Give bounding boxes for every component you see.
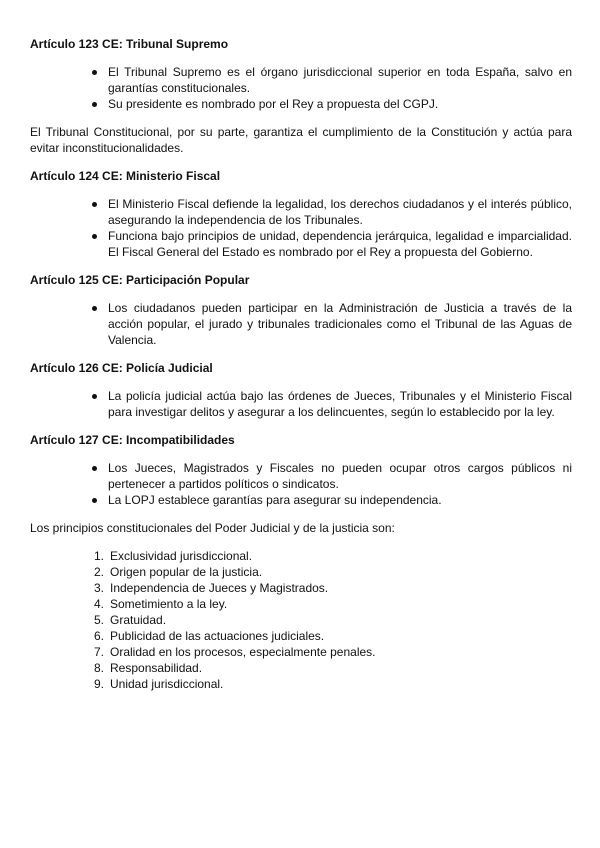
list-number: 9. [93, 677, 104, 691]
list-number: 3. [93, 581, 104, 595]
list-number: 7. [93, 645, 104, 659]
list-item-text: Publicidad de las actuaciones judiciales. [110, 629, 325, 643]
bullet-list [30, 388, 572, 420]
list-item: Los ciudadanos pueden participar en la Administración de Justicia a través de la acción popular, el jurado y tribunales tradicionales como el Tribunal de las Aguas de Valencia. [30, 300, 572, 348]
list-item-text: Origen popular de la justicia. [110, 565, 263, 579]
list-item: El Ministerio Fiscal defiende la legalidad, los derechos ciudadanos y el interés público, asegurando la independencia de los Tribunales. [30, 196, 572, 228]
list-item [30, 644, 572, 660]
section-heading: Artículo 127 CE: Incompatibilidades [30, 433, 235, 447]
list-item-text: Responsabilidad. [110, 661, 203, 675]
list-item [30, 628, 572, 644]
list-item: Los Jueces, Magistrados y Fiscales no pueden ocupar otros cargos públicos ni pertenecer a partidos políticos o sindicatos. [30, 460, 572, 492]
list-item-text: Oralidad en los procesos, especialmente penales. [110, 645, 376, 659]
bullet-list [30, 64, 572, 112]
list-number: 2. [93, 565, 104, 579]
list-item: El Tribunal Supremo es el órgano jurisdiccional superior en toda España, salvo en garantías constitucionales. [30, 64, 572, 96]
list-item: La policía judicial actúa bajo las órdenes de Jueces, Tribunales y el Ministerio Fiscal para investigar delitos y asegurar a los delincuentes, según lo establecido por la ley. [30, 388, 572, 420]
list-item: Funciona bajo principios de unidad, dependencia jerárquica, legalidad e imparcialidad. El Fiscal General del Estado es nombrado por el Rey a propuesta del Gobierno. [30, 228, 572, 260]
list-item [30, 596, 572, 612]
list-number: 1. [93, 549, 104, 563]
list-item: La LOPJ establece garantías para asegurar su independencia. [30, 492, 572, 508]
list-number: 4. [93, 597, 104, 611]
bullet-list [30, 460, 572, 508]
section-heading: Artículo 125 CE: Participación Popular [30, 273, 250, 287]
numbered-list [30, 548, 572, 692]
list-item-text: Sometimiento a la ley. [110, 597, 228, 611]
list-item [30, 580, 572, 596]
list-item-text: Exclusividad jurisdiccional. [110, 549, 253, 563]
bullet-list [30, 300, 572, 348]
principles-intro: Los principios constitucionales del Poder Judicial y de la justicia son: [30, 521, 395, 535]
list-item-text: Unidad jurisdiccional. [110, 677, 224, 691]
list-item-text: Independencia de Jueces y Magistrados. [110, 581, 329, 595]
list-item [30, 564, 572, 580]
list-item [30, 676, 572, 692]
list-item [30, 612, 572, 628]
section-heading: Artículo 126 CE: Policía Judicial [30, 361, 213, 375]
bullet-list [30, 196, 572, 260]
section-heading: Artículo 123 CE: Tribunal Supremo [30, 37, 229, 51]
list-item: Su presidente es nombrado por el Rey a propuesta del CGPJ. [30, 96, 572, 112]
document-page [30, 36, 572, 704]
list-number: 8. [93, 661, 104, 675]
list-number: 5. [93, 613, 104, 627]
paragraph: El Tribunal Constitucional, por su parte, garantiza el cumplimiento de la Constitución y actúa para evitar inconstitucionalidades. [30, 125, 572, 155]
list-item [30, 548, 572, 564]
list-item-text: Gratuidad. [110, 613, 167, 627]
list-item [30, 660, 572, 676]
list-number: 6. [93, 629, 104, 643]
section-heading: Artículo 124 CE: Ministerio Fiscal [30, 169, 221, 183]
